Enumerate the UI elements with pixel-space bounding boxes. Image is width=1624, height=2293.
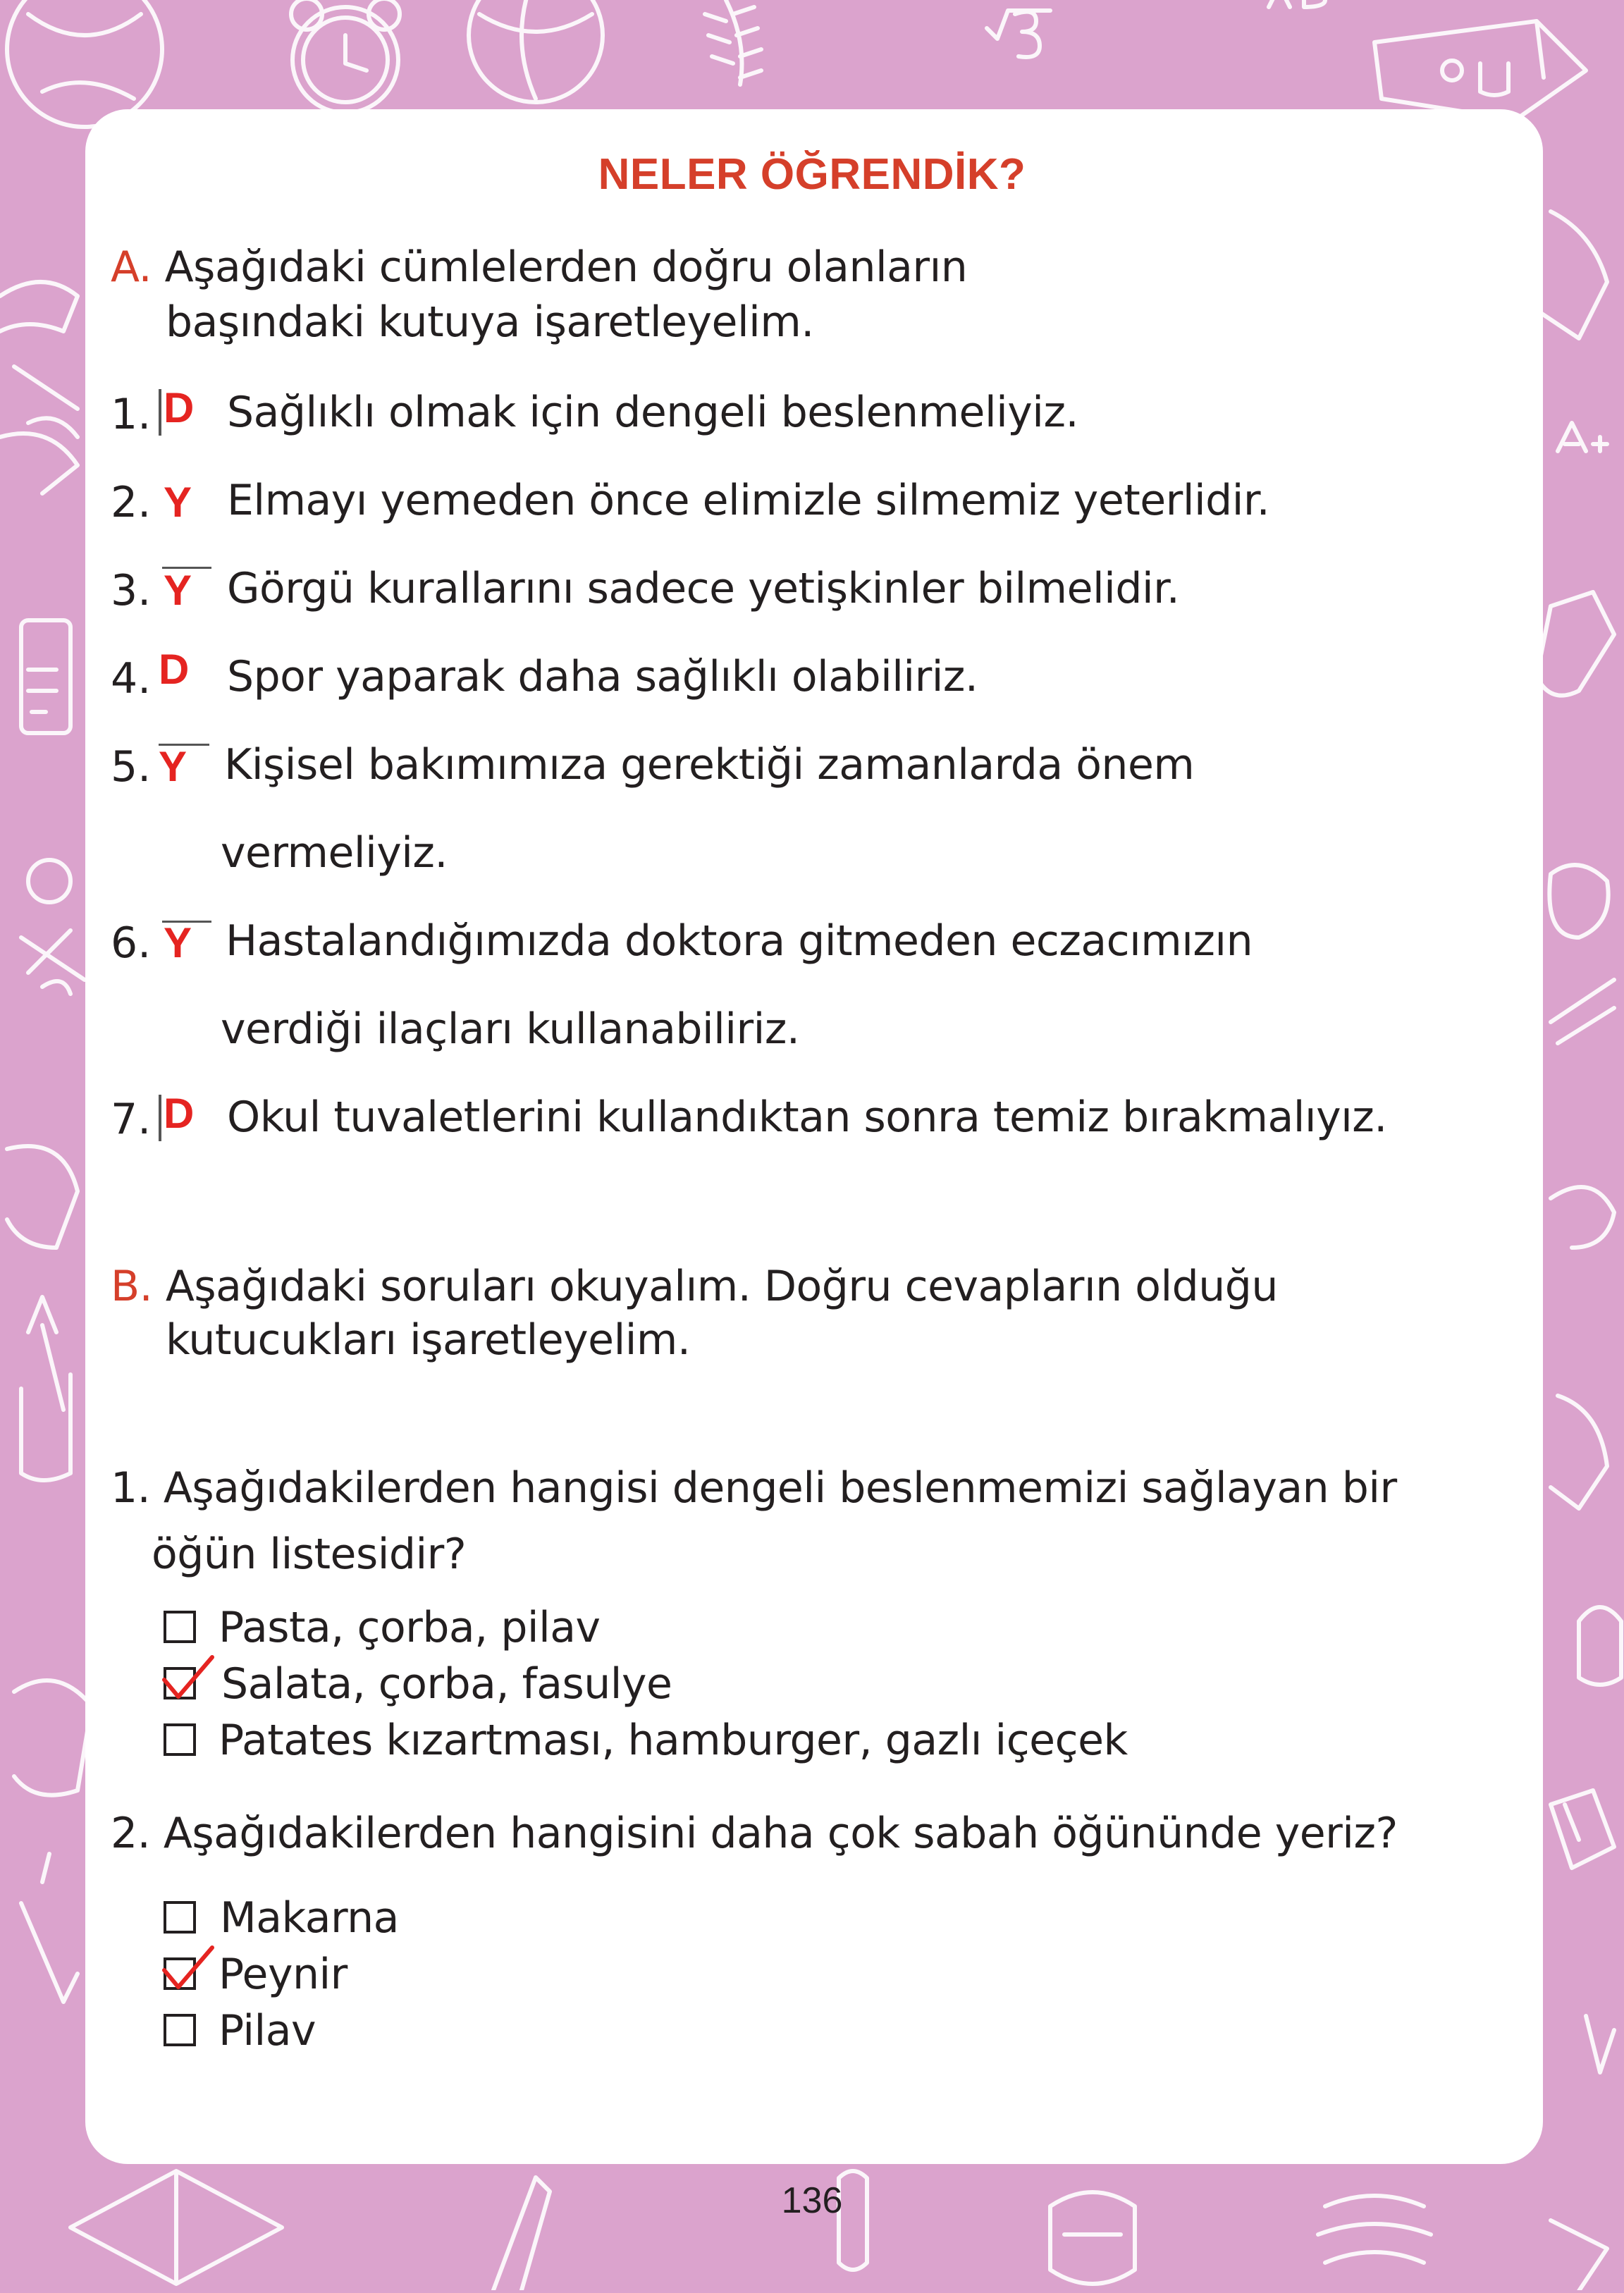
statement-text: Kişisel bakımımıza gerektiği zamanlarda önem bbox=[224, 740, 1195, 789]
option-checkbox[interactable] bbox=[164, 1611, 196, 1643]
option-checkbox[interactable] bbox=[164, 1723, 196, 1756]
statement-text: Spor yaparak daha sağlıklı olabiliriz. bbox=[227, 652, 978, 701]
option-label: Salata, çorba, fasulye bbox=[221, 1659, 672, 1709]
option-label: Pilav bbox=[219, 2006, 316, 2055]
statement-text: Okul tuvaletlerini kullandıktan sonra temiz bırakmalıyız. bbox=[227, 1093, 1387, 1142]
option-label: Peynir bbox=[219, 1950, 347, 1999]
item-number: 3. bbox=[111, 566, 152, 615]
item-number: 2. bbox=[111, 478, 152, 527]
answer-mark[interactable]: D bbox=[159, 646, 190, 693]
item-number: 1. bbox=[111, 390, 152, 439]
question-text: Aşağıdakilerden hangisi dengeli beslenmemizi sağlayan bir bbox=[163, 1463, 1397, 1513]
statement-text: Sağlıklı olmak için dengeli beslenmeliyiz. bbox=[227, 388, 1079, 437]
page-number: 136 bbox=[781, 2180, 843, 2221]
answer-mark[interactable]: Y bbox=[159, 743, 187, 790]
statement-text: Hastalandığımızda doktora gitmeden eczacımızın bbox=[226, 916, 1253, 966]
section-a-instruction bbox=[111, 242, 967, 292]
item-number: 6. bbox=[111, 918, 152, 968]
option-label: Makarna bbox=[220, 1893, 399, 1943]
section-a-instruction-line1: Aşağıdaki cümlelerden doğru olanların bbox=[164, 242, 968, 292]
statement-text-line2: vermeliyiz. bbox=[221, 828, 448, 878]
question-text: Aşağıdakilerden hangisini daha çok sabah öğününde yeriz? bbox=[163, 1809, 1398, 1858]
section-a-instruction-line2: başındaki kutuya işaretleyelim. bbox=[166, 297, 814, 347]
answer-mark[interactable]: Y bbox=[164, 919, 192, 966]
option-checkbox[interactable] bbox=[164, 1901, 196, 1934]
statement-text: Elmayı yemeden önce elimizle silmemiz yeterlidir. bbox=[227, 476, 1270, 525]
item-number: 7. bbox=[111, 1095, 152, 1144]
question-1 bbox=[111, 1463, 1397, 1513]
section-b-instruction-line1: Aşağıdaki soruları okuyalım. Doğru cevapların olduğu bbox=[165, 1262, 1278, 1311]
option-label: Patates kızartması, hamburger, gazlı içeçek bbox=[219, 1716, 1128, 1765]
section-b-instruction bbox=[111, 1262, 1278, 1311]
question-2 bbox=[111, 1809, 1398, 1858]
section-b-instruction-line2: kutucukları işaretleyelim. bbox=[166, 1315, 691, 1365]
checkmark-icon bbox=[159, 1943, 215, 1993]
statement-text-line2: verdiği ilaçları kullanabiliriz. bbox=[221, 1004, 800, 1054]
item-number: 5. bbox=[111, 742, 152, 792]
answer-box-edge bbox=[159, 1095, 161, 1141]
question-number: 1. bbox=[111, 1463, 151, 1513]
item-number: 4. bbox=[111, 654, 152, 703]
answer-mark[interactable]: D bbox=[164, 384, 195, 431]
section-b-letter: B. bbox=[111, 1262, 153, 1311]
checkmark-icon bbox=[159, 1653, 215, 1702]
statement-text: Görgü kurallarını sadece yetişkinler bilmelidir. bbox=[227, 564, 1180, 613]
section-a-letter: A. bbox=[111, 242, 152, 292]
option-checkbox[interactable] bbox=[164, 2014, 196, 2046]
answer-mark[interactable]: Y bbox=[164, 479, 192, 526]
page-title: NELER ÖĞRENDİK? bbox=[598, 150, 1026, 199]
question-text-line2: öğün listesidir? bbox=[152, 1530, 467, 1579]
option-label: Pasta, çorba, pilav bbox=[219, 1603, 601, 1652]
answer-box-edge bbox=[159, 389, 161, 436]
question-number: 2. bbox=[111, 1809, 151, 1858]
answer-mark[interactable]: D bbox=[164, 1090, 195, 1137]
answer-mark[interactable]: Y bbox=[164, 567, 192, 614]
